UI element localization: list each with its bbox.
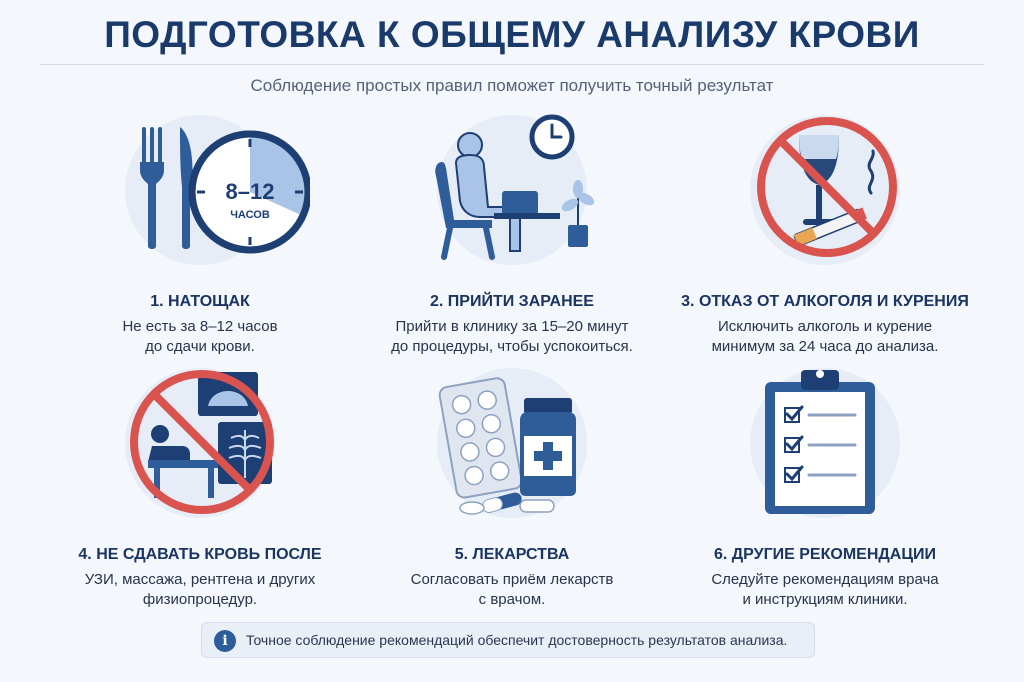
clock-unit-text: ЧАСОВ — [230, 209, 270, 221]
card-title: 1. НАТОЩАК — [150, 293, 250, 310]
no-procedures-icon — [90, 360, 310, 530]
card-title: 5. ЛЕКАРСТВА — [454, 546, 570, 563]
info-icon: i — [214, 630, 236, 652]
no-alcohol-smoking-icon — [715, 107, 935, 277]
card-no-alcohol-smoking — [655, 115, 995, 365]
card-text: Не есть за 8–12 часов до сдачи крови. — [122, 318, 278, 355]
card-medications — [342, 368, 682, 618]
card-other-recommendations — [655, 368, 995, 618]
card-title: 6. ДРУГИЕ РЕКОМЕНДАЦИИ — [713, 546, 937, 563]
seated-person-clock-icon — [402, 107, 622, 277]
footer-note — [201, 622, 815, 658]
card-title: 3. ОТКАЗ ОТ АЛКОГОЛЯ И КУРЕНИЯ — [681, 293, 969, 310]
card-text: УЗИ, массажа, рентгена и других физиопроцедур. — [84, 571, 316, 608]
card-fasting — [30, 115, 370, 365]
title-divider — [40, 64, 984, 65]
card-no-procedures — [30, 368, 370, 618]
card-title: 2. ПРИЙТИ ЗАРАНЕЕ — [430, 293, 594, 310]
card-text: Следуйте рекомендациям врача и инструкциям клиники. — [711, 571, 939, 608]
card-text: Прийти в клинику за 15–20 минут до процедуры, чтобы успокоиться. — [391, 318, 633, 355]
card-title: 4. НЕ СДАВАТЬ КРОВЬ ПОСЛЕ — [78, 546, 322, 563]
card-arrive-early — [342, 115, 682, 365]
page-title: ПОДГОТОВКА К ОБЩЕМУ АНАЛИЗУ КРОВИ — [104, 14, 920, 55]
card-text: Согласовать приём лекарств с врачом. — [410, 571, 614, 608]
footer-note-text: Точное соблюдение рекомендаций обеспечит достоверность результатов анализа. — [246, 632, 788, 648]
clipboard-checklist-icon — [715, 360, 935, 530]
fork-knife-clock-icon — [90, 107, 310, 277]
card-text: Исключить алкоголь и курение минимум за 24 часа до анализа. — [711, 318, 939, 355]
page-subtitle: Соблюдение простых правил поможет получить точный результат — [250, 76, 774, 95]
clock-hours-text: 8–12 — [225, 179, 275, 204]
pills-bottle-icon — [402, 360, 622, 530]
